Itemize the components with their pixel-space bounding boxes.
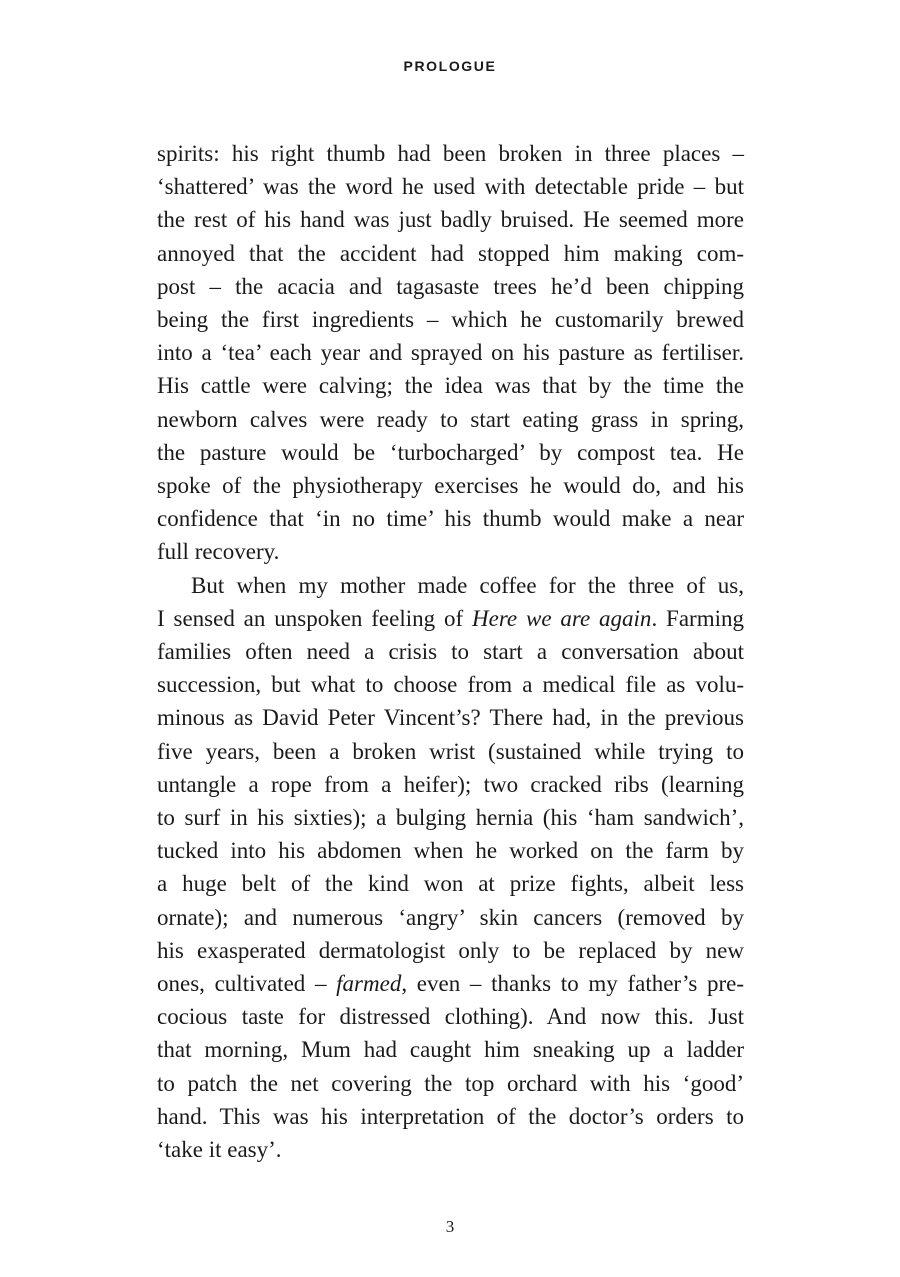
text-line: that morning, Mum had caught him sneaking up a ladder (157, 1037, 744, 1063)
text-line: to surf in his sixties); a bulging hernia (his ‘ham sandwich’, (157, 805, 744, 831)
text-line: families often need a crisis to start a conversation about (157, 639, 744, 665)
text-line: annoyed that the accident had stopped him making com- (157, 240, 744, 266)
text-line: ornate); and numerous ‘angry’ skin cancers (removed by (157, 904, 744, 930)
text-run: ones, cultivated – (157, 971, 337, 997)
text-line: being the first ingredients – which he customarily brewed (157, 307, 744, 333)
text-line: confidence that ‘in no time’ his thumb would make a near (157, 506, 744, 532)
text-line: tucked into his abdomen when he worked on the farm by (157, 838, 744, 864)
text-line (157, 602, 744, 635)
paragraph (157, 137, 744, 569)
text-line: ‘take it easy’. (157, 1137, 282, 1163)
text-line: a huge belt of the kind won at prize fights, albeit less (157, 871, 744, 897)
text-line: into a ‘tea’ each year and sprayed on his pasture as fertiliser. (157, 340, 744, 366)
text-line: spoke of the physiotherapy exercises he would do, and his (157, 473, 744, 499)
text-line: untangle a rope from a heifer); two cracked ribs (learning (157, 771, 744, 797)
text-run: . Farming (651, 605, 744, 631)
text-line: hand. This was his interpretation of the doctor’s orders to (157, 1103, 744, 1129)
text-run: , even – thanks to my father’s pre- (401, 971, 744, 997)
text-line: full recovery. (157, 539, 280, 565)
italic-phrase: Here we are again (472, 605, 652, 631)
italic-phrase: farmed (336, 971, 402, 997)
text-line: succession, but what to choose from a medical file as volu- (157, 672, 744, 698)
text-line (157, 967, 744, 1000)
text-line: spirits: his right thumb had been broken in three places – (157, 141, 744, 166)
running-head: PROLOGUE (403, 58, 497, 74)
text-line: his exasperated dermatologist only to be replaced by new (157, 937, 744, 963)
text-line: five years, been a broken wrist (sustained while trying to (157, 738, 744, 764)
text-line: the pasture would be ‘turbocharged’ by compost tea. He (157, 439, 744, 465)
text-line: cocious taste for distressed clothing). And now this. Just (157, 1004, 744, 1030)
body-text (157, 137, 744, 1166)
text-line: post – the acacia and tagasaste trees he’d been chipping (157, 273, 744, 299)
text-line: ‘shattered’ was the word he used with detectable pride – but (157, 174, 744, 200)
text-line: minous as David Peter Vincent’s? There had, in the previous (157, 705, 744, 731)
paragraph (157, 569, 744, 1167)
text-line: to patch the net covering the top orchard with his ‘good’ (157, 1070, 744, 1096)
text-run: I sensed an unspoken feeling of (157, 605, 472, 631)
page-number: 3 (445, 1217, 455, 1236)
text-line: But when my mother made coffee for the three of us, (191, 572, 744, 598)
text-line: the rest of his hand was just badly bruised. He seemed more (157, 207, 744, 233)
text-line: His cattle were calving; the idea was that by the time the (157, 373, 744, 399)
text-line: newborn calves were ready to start eating grass in spring, (157, 406, 744, 432)
